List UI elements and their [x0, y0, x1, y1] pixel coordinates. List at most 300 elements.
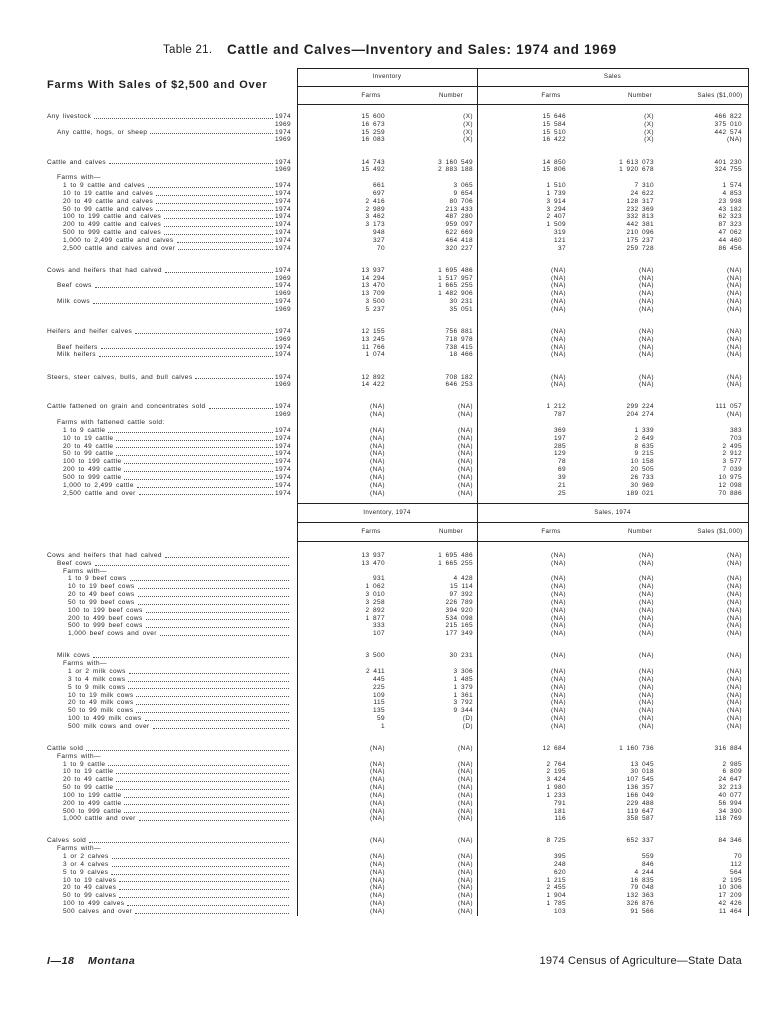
row-label: 20 to 49 beef cows	[68, 591, 135, 599]
table-subheading-row	[0, 660, 770, 668]
sales-farms-cell: 2 455	[546, 884, 566, 892]
row-label: 10 to 19 calves	[63, 876, 117, 884]
sales-number-cell: (NA)	[639, 575, 654, 583]
sales-number-cell: 13 045	[630, 760, 654, 768]
row-stub	[63, 474, 291, 482]
leader-dots	[108, 427, 273, 433]
inventory-number-cell: (X)	[463, 136, 473, 144]
row-year: 1974	[274, 236, 291, 244]
inventory-farms-cell: 13 937	[361, 552, 385, 559]
table-row	[0, 113, 770, 121]
table-row	[0, 221, 770, 229]
row-label: Cows and heifers that had calved	[47, 266, 162, 274]
leader-dots	[156, 198, 273, 204]
sales-value-cell: 3 577	[722, 458, 742, 466]
inventory-farms-cell: 3 500	[365, 298, 385, 306]
sales-value-cell: (NA)	[727, 327, 742, 335]
inventory-number-cell: 226 789	[445, 598, 473, 606]
sales-value-cell: (NA)	[727, 274, 742, 282]
inventory-farms-cell: (NA)	[370, 450, 385, 458]
sales-number-cell: (X)	[644, 136, 654, 144]
inventory-number-cell: 35 051	[449, 305, 473, 313]
sales-farms-cell: (NA)	[551, 699, 566, 707]
row-stub	[63, 761, 291, 769]
table-row	[0, 853, 770, 861]
sales-number-cell: 232 369	[626, 205, 654, 213]
sales-number-cell: 4 244	[634, 868, 654, 876]
sales-farms-cell: (NA)	[551, 583, 566, 591]
table-rule-horizontal	[297, 68, 748, 69]
row-stub	[47, 745, 291, 753]
row-stub	[47, 267, 291, 275]
leader-dots	[119, 877, 289, 883]
table-row	[0, 583, 770, 591]
inventory-number-cell: 1 517 957	[438, 274, 473, 282]
row-year: 1974	[274, 158, 291, 166]
sales-value-cell: 383	[729, 426, 742, 434]
table-row	[0, 336, 770, 344]
row-label: 200 to 499 beef cows	[68, 614, 143, 622]
inventory-farms-cell: 13 937	[361, 266, 385, 274]
row-stub	[63, 466, 291, 474]
sales-farms-cell: 15 806	[542, 166, 566, 174]
row-year: 1974	[274, 458, 291, 466]
inventory-farms-cell: 3 010	[365, 591, 385, 599]
table-row	[0, 599, 770, 607]
row-label: 1 to 9 cattle and calves	[63, 182, 146, 190]
inventory-number-cell: (NA)	[458, 837, 473, 845]
leader-dots	[128, 684, 289, 690]
leader-dots	[135, 908, 289, 914]
table-row	[0, 328, 770, 336]
row-stub	[68, 723, 291, 731]
sales-value-cell: 47 062	[718, 229, 742, 237]
table-row	[0, 892, 770, 900]
sales-farms-cell: (NA)	[551, 381, 566, 389]
inventory-number-cell: 30 231	[449, 652, 473, 660]
sales-value-cell: 12 098	[718, 481, 742, 489]
leader-dots	[135, 328, 273, 334]
sales-number-cell: (NA)	[639, 266, 654, 274]
sales-value-cell: 6 809	[722, 768, 742, 776]
inventory-number-cell: 718 978	[445, 335, 473, 343]
table-row	[0, 298, 770, 306]
row-stub	[57, 298, 291, 306]
row-year: 1974	[274, 282, 291, 290]
row-stub	[63, 908, 291, 916]
row-stub	[63, 237, 291, 245]
row-label: Cows and heifers that had calved	[47, 552, 162, 559]
leader-dots	[116, 443, 273, 449]
table-row	[0, 808, 770, 816]
row-stub	[63, 427, 291, 435]
table-row	[0, 776, 770, 784]
row-stub	[57, 136, 291, 144]
row-year: 1974	[274, 113, 291, 120]
sales-farms-cell: 25	[557, 489, 566, 497]
sales-number-cell: 1 339	[634, 426, 654, 434]
sales-number-cell: 79 048	[630, 884, 654, 892]
row-stub	[63, 800, 291, 808]
row-stub	[63, 808, 291, 816]
row-stub	[63, 245, 291, 253]
inventory-farms-cell: (NA)	[370, 411, 385, 419]
leader-dots	[139, 815, 289, 821]
leader-dots	[136, 692, 289, 698]
table-row	[0, 403, 770, 411]
row-label: 10 to 19 cattle and calves	[63, 189, 154, 197]
inventory-number-cell: (NA)	[458, 442, 473, 450]
row-year: 1974	[274, 266, 291, 274]
row-label: 1,000 to 2,499 cattle and calves	[63, 236, 174, 244]
sales-farms-cell: 1 980	[546, 784, 566, 792]
inventory-farms-cell: 333	[372, 622, 385, 630]
leader-dots	[130, 575, 289, 581]
sales-value-cell: 34 390	[718, 807, 742, 815]
sales-number-cell: 166 049	[626, 791, 654, 799]
sales-number-cell: (NA)	[639, 290, 654, 298]
column-header-sales-number: Number	[627, 92, 653, 99]
sales-farms-cell: (NA)	[551, 351, 566, 359]
table-row	[0, 723, 770, 731]
row-year: 1969	[274, 305, 291, 313]
sales-farms-cell: 620	[553, 868, 566, 876]
leader-dots	[146, 607, 289, 613]
sales-value-cell: (NA)	[727, 606, 742, 614]
inventory-number-cell: 1 482 906	[438, 290, 473, 298]
row-label: 500 to 999 cattle	[63, 807, 122, 815]
inventory-number-cell: (NA)	[458, 884, 473, 892]
sales-farms-cell: (NA)	[551, 606, 566, 614]
inventory-farms-cell: 109	[372, 691, 385, 699]
sales-number-cell: (NA)	[639, 327, 654, 335]
row-stub	[63, 861, 291, 869]
row-stub	[57, 306, 291, 314]
leader-dots	[119, 884, 289, 890]
row-label: Farms with—	[63, 660, 107, 668]
sales-number-cell: (NA)	[639, 691, 654, 699]
row-year: 1974	[274, 351, 291, 359]
sales-number-cell: (NA)	[639, 373, 654, 381]
sales-farms-cell: (NA)	[551, 614, 566, 622]
row-stub	[63, 435, 291, 443]
inventory-farms-cell: (NA)	[370, 776, 385, 784]
sales-value-cell: 316 884	[714, 744, 742, 752]
column-header-sales-value: Sales ($1,000)	[697, 92, 743, 99]
inventory-farms-cell: (NA)	[370, 442, 385, 450]
table-row	[0, 351, 770, 359]
sales-farms-cell: 395	[553, 853, 566, 861]
inventory-number-cell: 97 392	[449, 591, 473, 599]
row-label: Any cattle, hogs, or sheep	[57, 128, 148, 136]
row-label: 500 to 999 cattle and calves	[63, 229, 162, 237]
row-label: Cattle fattened on grain and concentrates sold	[47, 403, 206, 411]
row-year: 1974	[274, 442, 291, 450]
row-label: Farms with—	[57, 752, 101, 760]
table-row	[0, 121, 770, 129]
table-row	[0, 768, 770, 776]
row-year: 1969	[274, 411, 291, 419]
row-stub	[63, 198, 291, 206]
table-section	[0, 837, 770, 915]
row-year: 1974	[274, 213, 291, 221]
leader-dots	[95, 282, 273, 288]
sales-number-cell: 128 317	[626, 197, 654, 205]
publication-title: 1974 Census of Agriculture—State Data	[539, 955, 742, 967]
inventory-number-cell: 9 344	[453, 707, 473, 715]
table-row	[0, 837, 770, 845]
sales-number-cell: 107 545	[626, 776, 654, 784]
table-rule-horizontal	[297, 104, 748, 105]
table-section	[0, 159, 770, 253]
table-row	[0, 761, 770, 769]
inventory-number-cell: (NA)	[458, 853, 473, 861]
row-stub	[47, 166, 291, 174]
sales-value-cell: (NA)	[727, 351, 742, 359]
inventory-number-cell: 708 182	[445, 373, 473, 381]
row-stub	[57, 560, 291, 568]
sales-value-cell: (NA)	[727, 266, 742, 274]
sales-value-cell: 4 853	[722, 189, 742, 197]
table-row	[0, 861, 770, 869]
row-stub	[63, 884, 291, 892]
table-section	[0, 328, 770, 359]
row-stub	[63, 784, 291, 792]
inventory-farms-cell: (NA)	[370, 807, 385, 815]
inventory-number-cell: (NA)	[458, 815, 473, 823]
row-stub	[63, 458, 291, 466]
sales-farms-cell: (NA)	[551, 335, 566, 343]
row-label: 1 to 9 cattle	[63, 426, 106, 434]
inventory-farms-cell: 12 892	[361, 373, 385, 381]
sales-farms-cell: 791	[553, 799, 566, 807]
row-label: Farms with—	[57, 174, 101, 182]
row-label: 20 to 49 cattle	[63, 442, 114, 450]
sales-farms-cell: 2 195	[546, 768, 566, 776]
column-header-inventory-farms: Farms	[361, 528, 381, 535]
row-stub	[47, 411, 291, 419]
row-year: 1969	[274, 335, 291, 343]
row-label: 50 to 99 cattle and calves	[63, 205, 154, 213]
table-row	[0, 129, 770, 137]
inventory-farms-cell: 14 422	[361, 381, 385, 389]
row-stub	[47, 113, 291, 121]
sales-farms-cell: 69	[557, 466, 566, 474]
sales-number-cell: 299 224	[626, 403, 654, 411]
table-row	[0, 490, 770, 498]
inventory-farms-cell: 948	[372, 229, 385, 237]
inventory-number-cell: (NA)	[458, 760, 473, 768]
inventory-farms-cell: 1 877	[365, 614, 385, 622]
inventory-number-cell: 756 881	[445, 327, 473, 335]
sales-farms-cell: 15 584	[542, 120, 566, 128]
row-stub	[63, 490, 291, 498]
table-subheading-row	[0, 419, 770, 427]
row-year: 1974	[274, 343, 291, 351]
column-group-inventory-1974: Inventory, 1974	[363, 509, 411, 516]
sales-farms-cell: 285	[553, 442, 566, 450]
sales-value-cell: (NA)	[727, 335, 742, 343]
inventory-farms-cell: (NA)	[370, 860, 385, 868]
table-row	[0, 908, 770, 916]
inventory-farms-cell: (NA)	[370, 784, 385, 792]
row-label: 100 to 499 calves	[63, 900, 125, 908]
sales-farms-cell: 12 684	[542, 744, 566, 752]
inventory-number-cell: 487 280	[445, 213, 473, 221]
row-stub	[63, 853, 291, 861]
leader-dots	[116, 450, 273, 456]
inventory-farms-cell: 13 709	[361, 290, 385, 298]
sales-value-cell: (NA)	[727, 282, 742, 290]
table-row	[0, 630, 770, 638]
sales-number-cell: (NA)	[639, 351, 654, 359]
row-label: 1 to 9 beef cows	[68, 575, 127, 583]
table-row	[0, 575, 770, 583]
table-row	[0, 166, 770, 174]
sales-farms-cell: 181	[553, 807, 566, 815]
inventory-number-cell: (X)	[463, 128, 473, 136]
table-row	[0, 182, 770, 190]
row-stub	[47, 121, 291, 129]
sales-value-cell: (NA)	[727, 652, 742, 660]
inventory-farms-cell: 2 411	[366, 668, 385, 676]
row-stub	[57, 282, 291, 290]
inventory-farms-cell: (NA)	[370, 884, 385, 892]
sales-farms-cell: (NA)	[551, 668, 566, 676]
sales-value-cell: (NA)	[727, 598, 742, 606]
row-label: Farms with fattened cattle sold:	[57, 419, 165, 427]
sales-number-cell: 332 813	[626, 213, 654, 221]
leader-dots	[177, 237, 273, 243]
inventory-number-cell: (NA)	[458, 791, 473, 799]
sales-value-cell: 564	[729, 868, 742, 876]
inventory-number-cell: 464 418	[445, 236, 473, 244]
sales-number-cell: (NA)	[639, 343, 654, 351]
table-row	[0, 344, 770, 352]
row-year: 1969	[274, 381, 291, 389]
sales-farms-cell: (NA)	[551, 591, 566, 599]
sales-value-cell: (NA)	[727, 583, 742, 591]
row-year: 1974	[274, 197, 291, 205]
sales-value-cell: (NA)	[727, 343, 742, 351]
inventory-farms-cell: (NA)	[370, 481, 385, 489]
inventory-farms-cell: 1	[380, 722, 385, 730]
row-label: 50 to 99 cattle	[63, 784, 114, 792]
row-stub	[57, 753, 291, 761]
leader-dots	[111, 869, 289, 875]
inventory-farms-cell: (NA)	[370, 744, 385, 752]
sales-number-cell: 119 647	[626, 807, 654, 815]
inventory-number-cell: (NA)	[458, 434, 473, 442]
sales-number-cell: 1 613 073	[619, 158, 654, 166]
sales-number-cell: 10 158	[630, 458, 654, 466]
inventory-number-cell: (NA)	[458, 458, 473, 466]
sales-number-cell: 1 160 736	[619, 744, 654, 752]
row-label: 500 milk cows and over	[68, 722, 150, 730]
row-year: 1974	[274, 221, 291, 229]
table-row	[0, 591, 770, 599]
table-section	[0, 374, 770, 390]
inventory-farms-cell: 3 173	[365, 221, 385, 229]
table-row	[0, 869, 770, 877]
row-year: 1974	[274, 189, 291, 197]
inventory-farms-cell: 11 766	[362, 343, 385, 351]
inventory-farms-cell: 15 259	[361, 128, 385, 136]
column-group-inventory: Inventory	[372, 73, 402, 80]
row-label: 10 to 19 cattle	[63, 768, 114, 776]
inventory-number-cell: (NA)	[458, 876, 473, 884]
table-row	[0, 622, 770, 630]
column-group-sales: Sales	[603, 73, 622, 80]
leader-dots	[165, 552, 289, 558]
table-subheading-row	[0, 753, 770, 761]
sales-value-cell: 32 213	[718, 784, 742, 792]
sales-farms-cell: (NA)	[551, 274, 566, 282]
leader-dots	[136, 707, 289, 713]
row-label: 200 to 499 cattle	[63, 466, 122, 474]
column-header-sales-farms: Farms	[541, 528, 561, 535]
sales-value-cell: 84 346	[718, 837, 742, 845]
inventory-number-cell: 30 231	[449, 298, 473, 306]
row-label: Milk heifers	[57, 351, 96, 359]
leader-dots	[109, 159, 273, 165]
sales-value-cell: 56 994	[718, 799, 742, 807]
sales-farms-cell: 1 904	[546, 892, 566, 900]
leader-dots	[153, 723, 289, 729]
sales-value-cell: (NA)	[727, 305, 742, 313]
leader-dots	[124, 466, 272, 472]
inventory-number-cell: (D)	[462, 714, 473, 722]
sales-number-cell: (NA)	[639, 305, 654, 313]
table-row	[0, 699, 770, 707]
inventory-number-cell: (NA)	[458, 473, 473, 481]
sales-number-cell: (X)	[644, 120, 654, 128]
row-year: 1974	[274, 481, 291, 489]
row-year: 1974	[274, 128, 291, 136]
column-group-sales-1974: Sales, 1974	[594, 509, 631, 516]
sales-number-cell: 1 920 678	[619, 166, 654, 174]
sales-value-cell: (NA)	[727, 622, 742, 630]
inventory-farms-cell: 135	[372, 707, 385, 715]
sales-number-cell: 16 835	[630, 876, 654, 884]
sales-number-cell: (NA)	[639, 668, 654, 676]
row-stub	[63, 792, 291, 800]
leader-dots	[116, 435, 273, 441]
sales-value-cell: (NA)	[727, 591, 742, 599]
row-stub	[63, 815, 291, 823]
sales-farms-cell: 15 510	[542, 128, 566, 136]
table-rule-horizontal	[297, 541, 748, 542]
leader-dots	[146, 615, 289, 621]
inventory-number-cell: 320 227	[445, 244, 473, 252]
row-year: 1974	[274, 450, 291, 458]
leader-dots	[95, 560, 289, 566]
sales-farms-cell: 1 785	[546, 900, 566, 908]
row-stub	[63, 892, 291, 900]
table-row	[0, 482, 770, 490]
row-year: 1969	[274, 120, 291, 128]
table-rule-horizontal	[297, 522, 748, 523]
inventory-farms-cell: (NA)	[370, 892, 385, 900]
inventory-farms-cell: 445	[372, 675, 385, 683]
inventory-farms-cell: (NA)	[370, 815, 385, 823]
inventory-farms-cell: 16 673	[361, 120, 385, 128]
inventory-number-cell: 1 361	[453, 691, 473, 699]
leader-dots	[112, 861, 289, 867]
table-row	[0, 267, 770, 275]
row-label: Any livestock	[47, 113, 92, 120]
leader-dots	[136, 699, 289, 705]
